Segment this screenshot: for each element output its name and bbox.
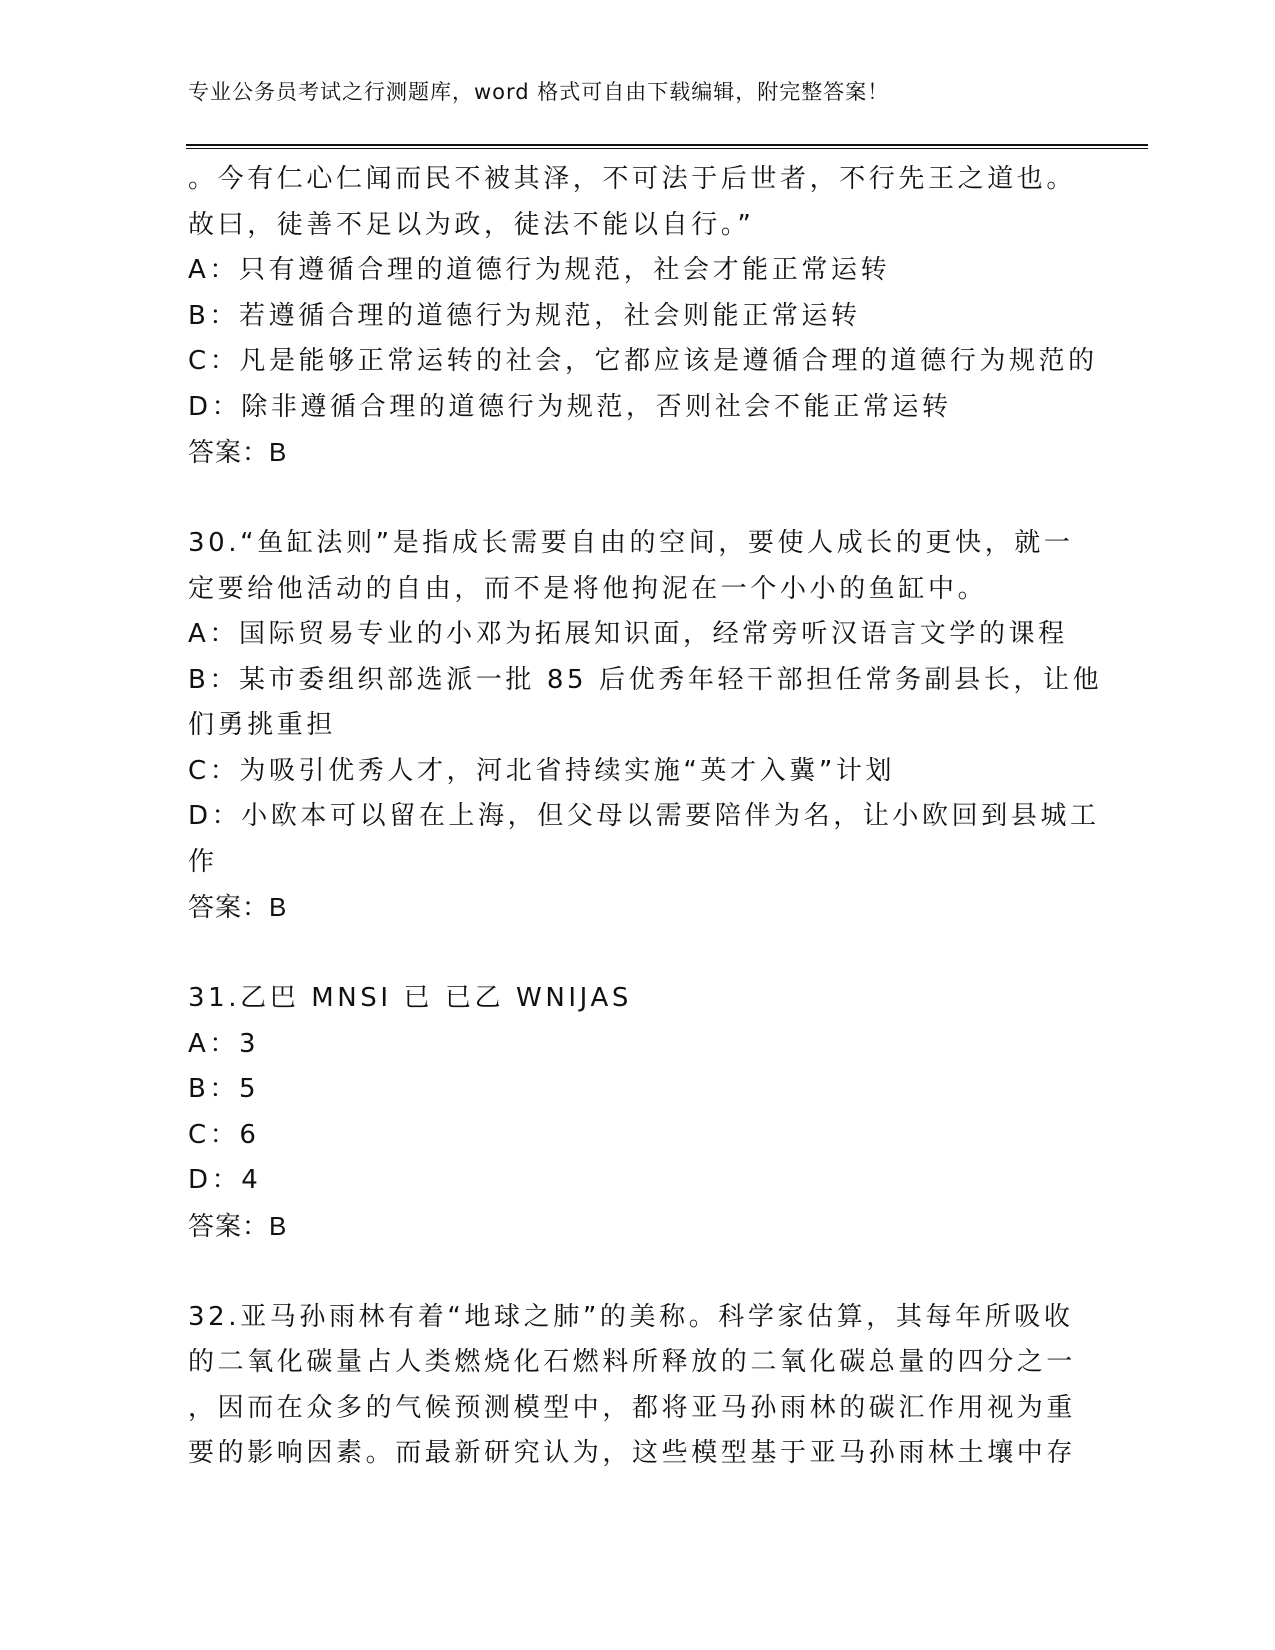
option-d-continued: 作 — [188, 846, 218, 877]
option-b: B：某市委组织部选派一批 85 后优秀年轻干部担任常务副县长，让他 — [188, 664, 1103, 695]
option-d: D：小欧本可以留在上海，但父母以需要陪伴为名，让小欧回到县城工 — [188, 801, 1100, 831]
option-a: A：国际贸易专业的小邓为拓展知识面，经常旁听汉语言文学的课程 — [188, 619, 1068, 649]
question-stem-line: 30.“鱼缸法则”是指成长需要自由的空间，要使人成长的更快，就一 — [188, 528, 1074, 558]
header-divider — [186, 144, 1148, 149]
option-b: B：若遵循合理的道德行为规范，社会则能正常运转 — [188, 300, 861, 331]
answer-line: 答案：B — [188, 1210, 288, 1241]
question-stem-line: 要的影响因素。而最新研究认为，这些模型基于亚马孙雨林土壤中存 — [188, 1438, 1077, 1468]
option-a: A：3 — [188, 1028, 260, 1059]
question-stem-line: 。今有仁心仁闻而民不被其泽，不可法于后世者，不行先王之道也。 — [188, 164, 1077, 194]
option-c: C：凡是能够正常运转的社会，它都应该是遵循合理的道德行为规范的 — [188, 346, 1098, 376]
option-c: C：6 — [188, 1119, 260, 1150]
question-content — [188, 157, 1103, 1477]
question-block-31 — [188, 976, 1088, 1249]
question-stem-line: 故曰，徒善不足以为政，徒法不能以自行。” — [188, 209, 755, 240]
question-block-32 — [188, 1295, 1088, 1477]
option-b: B：5 — [188, 1074, 260, 1104]
question-stem-line: ，因而在众多的气候预测模型中，都将亚马孙雨林的碳汇作用视为重 — [188, 1392, 1077, 1423]
option-b-continued: 们勇挑重担 — [188, 710, 337, 740]
question-stem-line: 的二氧化碳量占人类燃烧化石燃料所释放的二氧化碳总量的四分之一 — [188, 1347, 1077, 1377]
question-stem-line: 32.亚马孙雨林有着“地球之肺”的美称。科学家估算，其每年所吸收 — [188, 1301, 1074, 1332]
option-c: C：为吸引优秀人才，河北省持续实施“英才入冀”计划 — [188, 755, 896, 786]
question-stem-line: 31.乙巴 MNSI 已 已乙 WNIJAS — [188, 983, 632, 1013]
option-a: A：只有遵循合理的道德行为规范，社会才能正常运转 — [188, 255, 891, 285]
page-header: 专业公务员考试之行测题库，word 格式可自由下载编辑，附完整答案！ — [188, 80, 890, 104]
question-block-30 — [188, 521, 1103, 931]
answer-line: 答案：B — [188, 437, 288, 467]
option-d: D：4 — [188, 1165, 262, 1195]
question-block-29 — [188, 157, 1098, 476]
question-stem-line: 定要给他活动的自由，而不是将他拘泥在一个小小的鱼缸中。 — [188, 573, 988, 604]
option-d: D：除非遵循合理的道德行为规范，否则社会不能正常运转 — [188, 391, 952, 422]
answer-line: 答案：B — [188, 892, 288, 922]
